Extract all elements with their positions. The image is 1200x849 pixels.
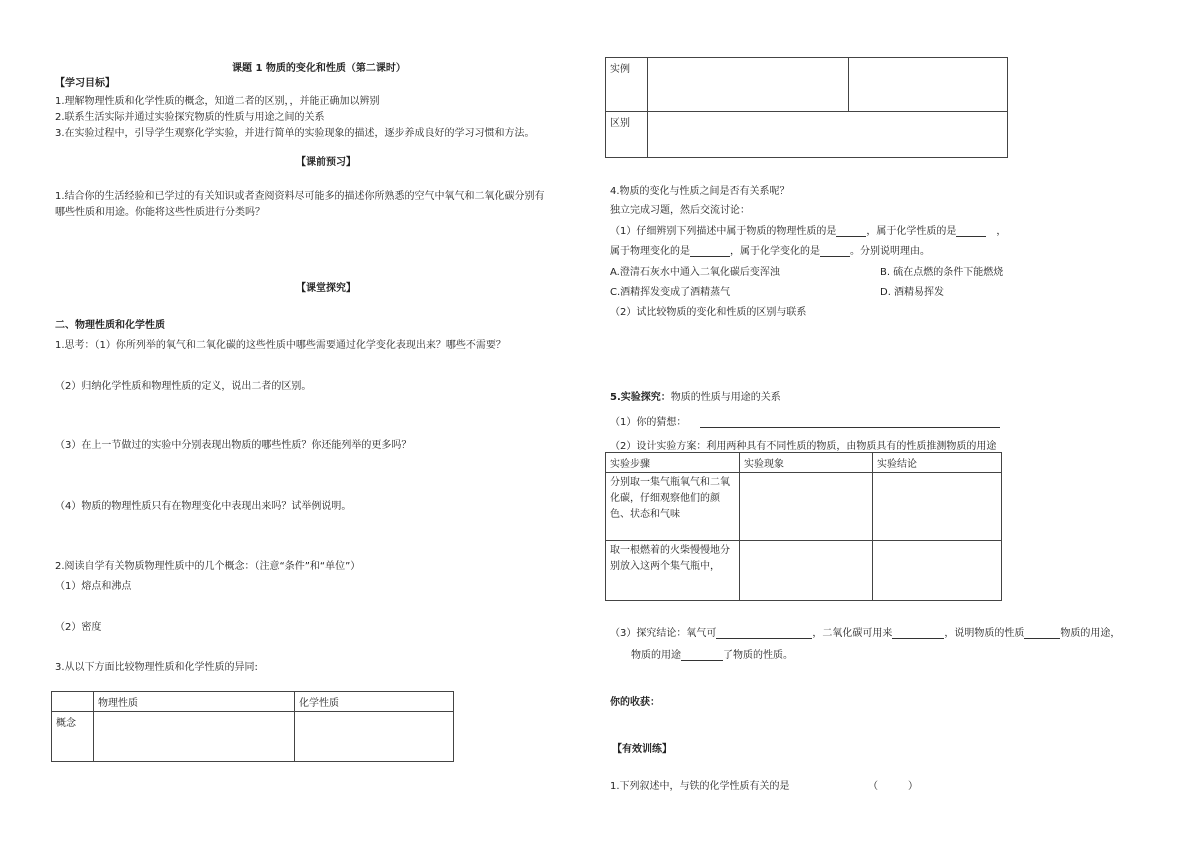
preview-heading: 【课前预习】 — [296, 157, 356, 168]
compare-row-concept: 概念 — [52, 712, 94, 762]
example-cell-1[interactable] — [648, 58, 849, 112]
option-d: D. 酒精易挥发 — [880, 287, 945, 298]
exp-header-conclusion: 实验结论 — [873, 453, 1002, 473]
property-determines-blank[interactable] — [1024, 627, 1060, 639]
q5-3-text-d: 物质的用途， — [1060, 628, 1121, 639]
exp-observation-2[interactable] — [740, 541, 873, 601]
question-4-1-line2 — [610, 242, 930, 257]
exp-conclusion-1[interactable] — [873, 473, 1002, 541]
example-difference-table — [605, 57, 1008, 158]
q4-1-text-d: 属于物理变化的是 — [610, 246, 690, 257]
harvest-label: 你的收获： — [610, 697, 660, 708]
exp-header-steps: 实验步骤 — [606, 453, 740, 473]
objective-1: 1.理解物理性质和化学性质的概念，知道二者的区别，，并能正确加以辨别 — [55, 96, 380, 107]
exp-step-1: 分别取一集气瓶氧气和二氧化碳，仔细观察他们的颜色、状态和气味 — [606, 473, 740, 541]
exp-header-observation: 实验现象 — [740, 453, 873, 473]
q4-1-text-a: （1）仔细辨别下列描述中属于物质的物理性质的是 — [610, 226, 837, 237]
option-c: C.酒精挥发变成了酒精蒸气 — [610, 287, 731, 298]
exp-observation-1[interactable] — [740, 473, 873, 541]
question-4-intro: 独立完成习题，然后交流讨论： — [610, 205, 750, 216]
experiment-table — [605, 452, 1002, 601]
q5-1-text: （1）你的猜想： — [610, 417, 687, 428]
question-4: 4.物质的变化与性质之间是否有关系呢？ — [610, 186, 790, 197]
objective-2: 2.联系生活实际并通过实验探究物质的性质与用途之间的关系 — [55, 112, 325, 123]
question-5-1 — [610, 413, 1000, 428]
use-reflects-blank[interactable] — [681, 649, 723, 661]
option-b: B. 硫在点燃的条件下能燃烧 — [880, 267, 1004, 278]
option-a: A.澄清石灰水中通入二氧化碳后变浑浊 — [610, 267, 780, 278]
question-4-1-line1 — [610, 222, 1006, 237]
training-heading: 【有效训练】 — [612, 744, 672, 755]
question-2-2: （2）密度 — [55, 622, 102, 633]
exp-step-2: 取一根燃着的火柴慢慢地分别放入这两个集气瓶中， — [606, 541, 740, 601]
oxygen-use-blank[interactable] — [716, 627, 812, 639]
q5-label: 5.实验探究： — [610, 392, 671, 403]
preview-question-line1: 1.结合你的生活经验和已学过的有关知识或者查阅资料尽可能多的描述你所熟悉的空气中氧气和二氧化碳分别有 — [55, 191, 545, 202]
question-1: 1.思考：（1）你所列举的氧气和二氧化碳的这些性质中哪些需要通过化学变化表现出来？哪些不需要？ — [55, 340, 506, 351]
row-label-example: 实例 — [606, 58, 648, 112]
row-label-difference: 区别 — [606, 112, 648, 158]
q5-3-text-a: （3）探究结论：氧气可 — [610, 628, 717, 639]
co2-use-blank[interactable] — [892, 627, 944, 639]
difference-cell[interactable] — [648, 112, 1008, 158]
question-5-3-line2 — [631, 646, 793, 661]
chemical-property-blank[interactable] — [956, 225, 986, 237]
objectives-heading: 【学习目标】 — [55, 78, 115, 89]
hypothesis-blank[interactable] — [700, 416, 1000, 428]
q4-1-text-b: ，属于化学性质的是 — [866, 226, 957, 237]
q4-1-text-e: ，属于化学变化的是 — [730, 246, 820, 257]
compare-cell-physical[interactable] — [94, 712, 295, 762]
question-5-2: （2）设计实验方案：利用两种具有不同性质的物质，由物质具有的性质推测物质的用途 — [610, 441, 997, 452]
answer-parentheses[interactable]: （ ） — [868, 781, 918, 792]
q4-1-text-f: 。分别说明理由。 — [850, 246, 930, 257]
q5-3-text-f: 了物质的性质。 — [723, 650, 793, 661]
question-3: 3.从以下方面比较物理性质和化学性质的异同: — [55, 662, 258, 673]
compare-header-chemical: 化学性质 — [295, 692, 454, 712]
compare-header-physical: 物理性质 — [94, 692, 295, 712]
compare-table — [51, 691, 454, 762]
q4-1-text-c: ， — [996, 226, 1007, 237]
training-question-1: 1.下列叙述中，与铁的化学性质有关的是 — [610, 781, 790, 792]
question-2-1: （1）熔点和沸点 — [55, 581, 132, 592]
q5-title: 物质的性质与用途的关系 — [670, 392, 781, 403]
page-title: 课题 1 物质的变化和性质（第二课时） — [232, 63, 406, 74]
chemical-change-blank[interactable] — [820, 245, 850, 257]
example-cell-2[interactable] — [849, 58, 1008, 112]
q5-3-text-c: ，说明物质的性质 — [944, 628, 1025, 639]
question-1-3: （3）在上一节做过的实验中分别表现出物质的哪些性质？你还能列举的更多吗？ — [55, 440, 412, 451]
compare-header-blank — [52, 692, 94, 712]
question-2: 2.阅读自学有关物质物理性质中的几个概念：（注意“条件”和“单位”） — [55, 561, 361, 572]
objective-3: 3.在实验过程中，引导学生观察化学实验，并进行简单的实验现象的描述，逐步养成良好的学习习惯和方法。 — [55, 128, 535, 139]
explore-heading: 【课堂探究】 — [296, 283, 356, 294]
physical-change-blank[interactable] — [690, 245, 730, 257]
section2-heading: 二、物理性质和化学性质 — [55, 320, 165, 331]
exp-conclusion-2[interactable] — [873, 541, 1002, 601]
question-5-3-line1 — [610, 624, 1120, 639]
q5-3-text-e: 物质的用途 — [631, 650, 681, 661]
preview-question-line2: 哪些性质和用途。你能将这些性质进行分类吗？ — [55, 207, 265, 218]
question-1-4: （4）物质的物理性质只有在物理变化中表现出来吗？试举例说明。 — [55, 501, 352, 512]
question-4-2: （2）试比较物质的变化和性质的区别与联系 — [610, 307, 807, 318]
question-5 — [610, 388, 781, 403]
compare-cell-chemical[interactable] — [295, 712, 454, 762]
q5-3-text-b: ，二氧化碳可用来 — [812, 628, 893, 639]
physical-property-blank[interactable] — [836, 225, 866, 237]
question-1-2: （2）归纳化学性质和物理性质的定义，说出二者的区别。 — [55, 381, 312, 392]
